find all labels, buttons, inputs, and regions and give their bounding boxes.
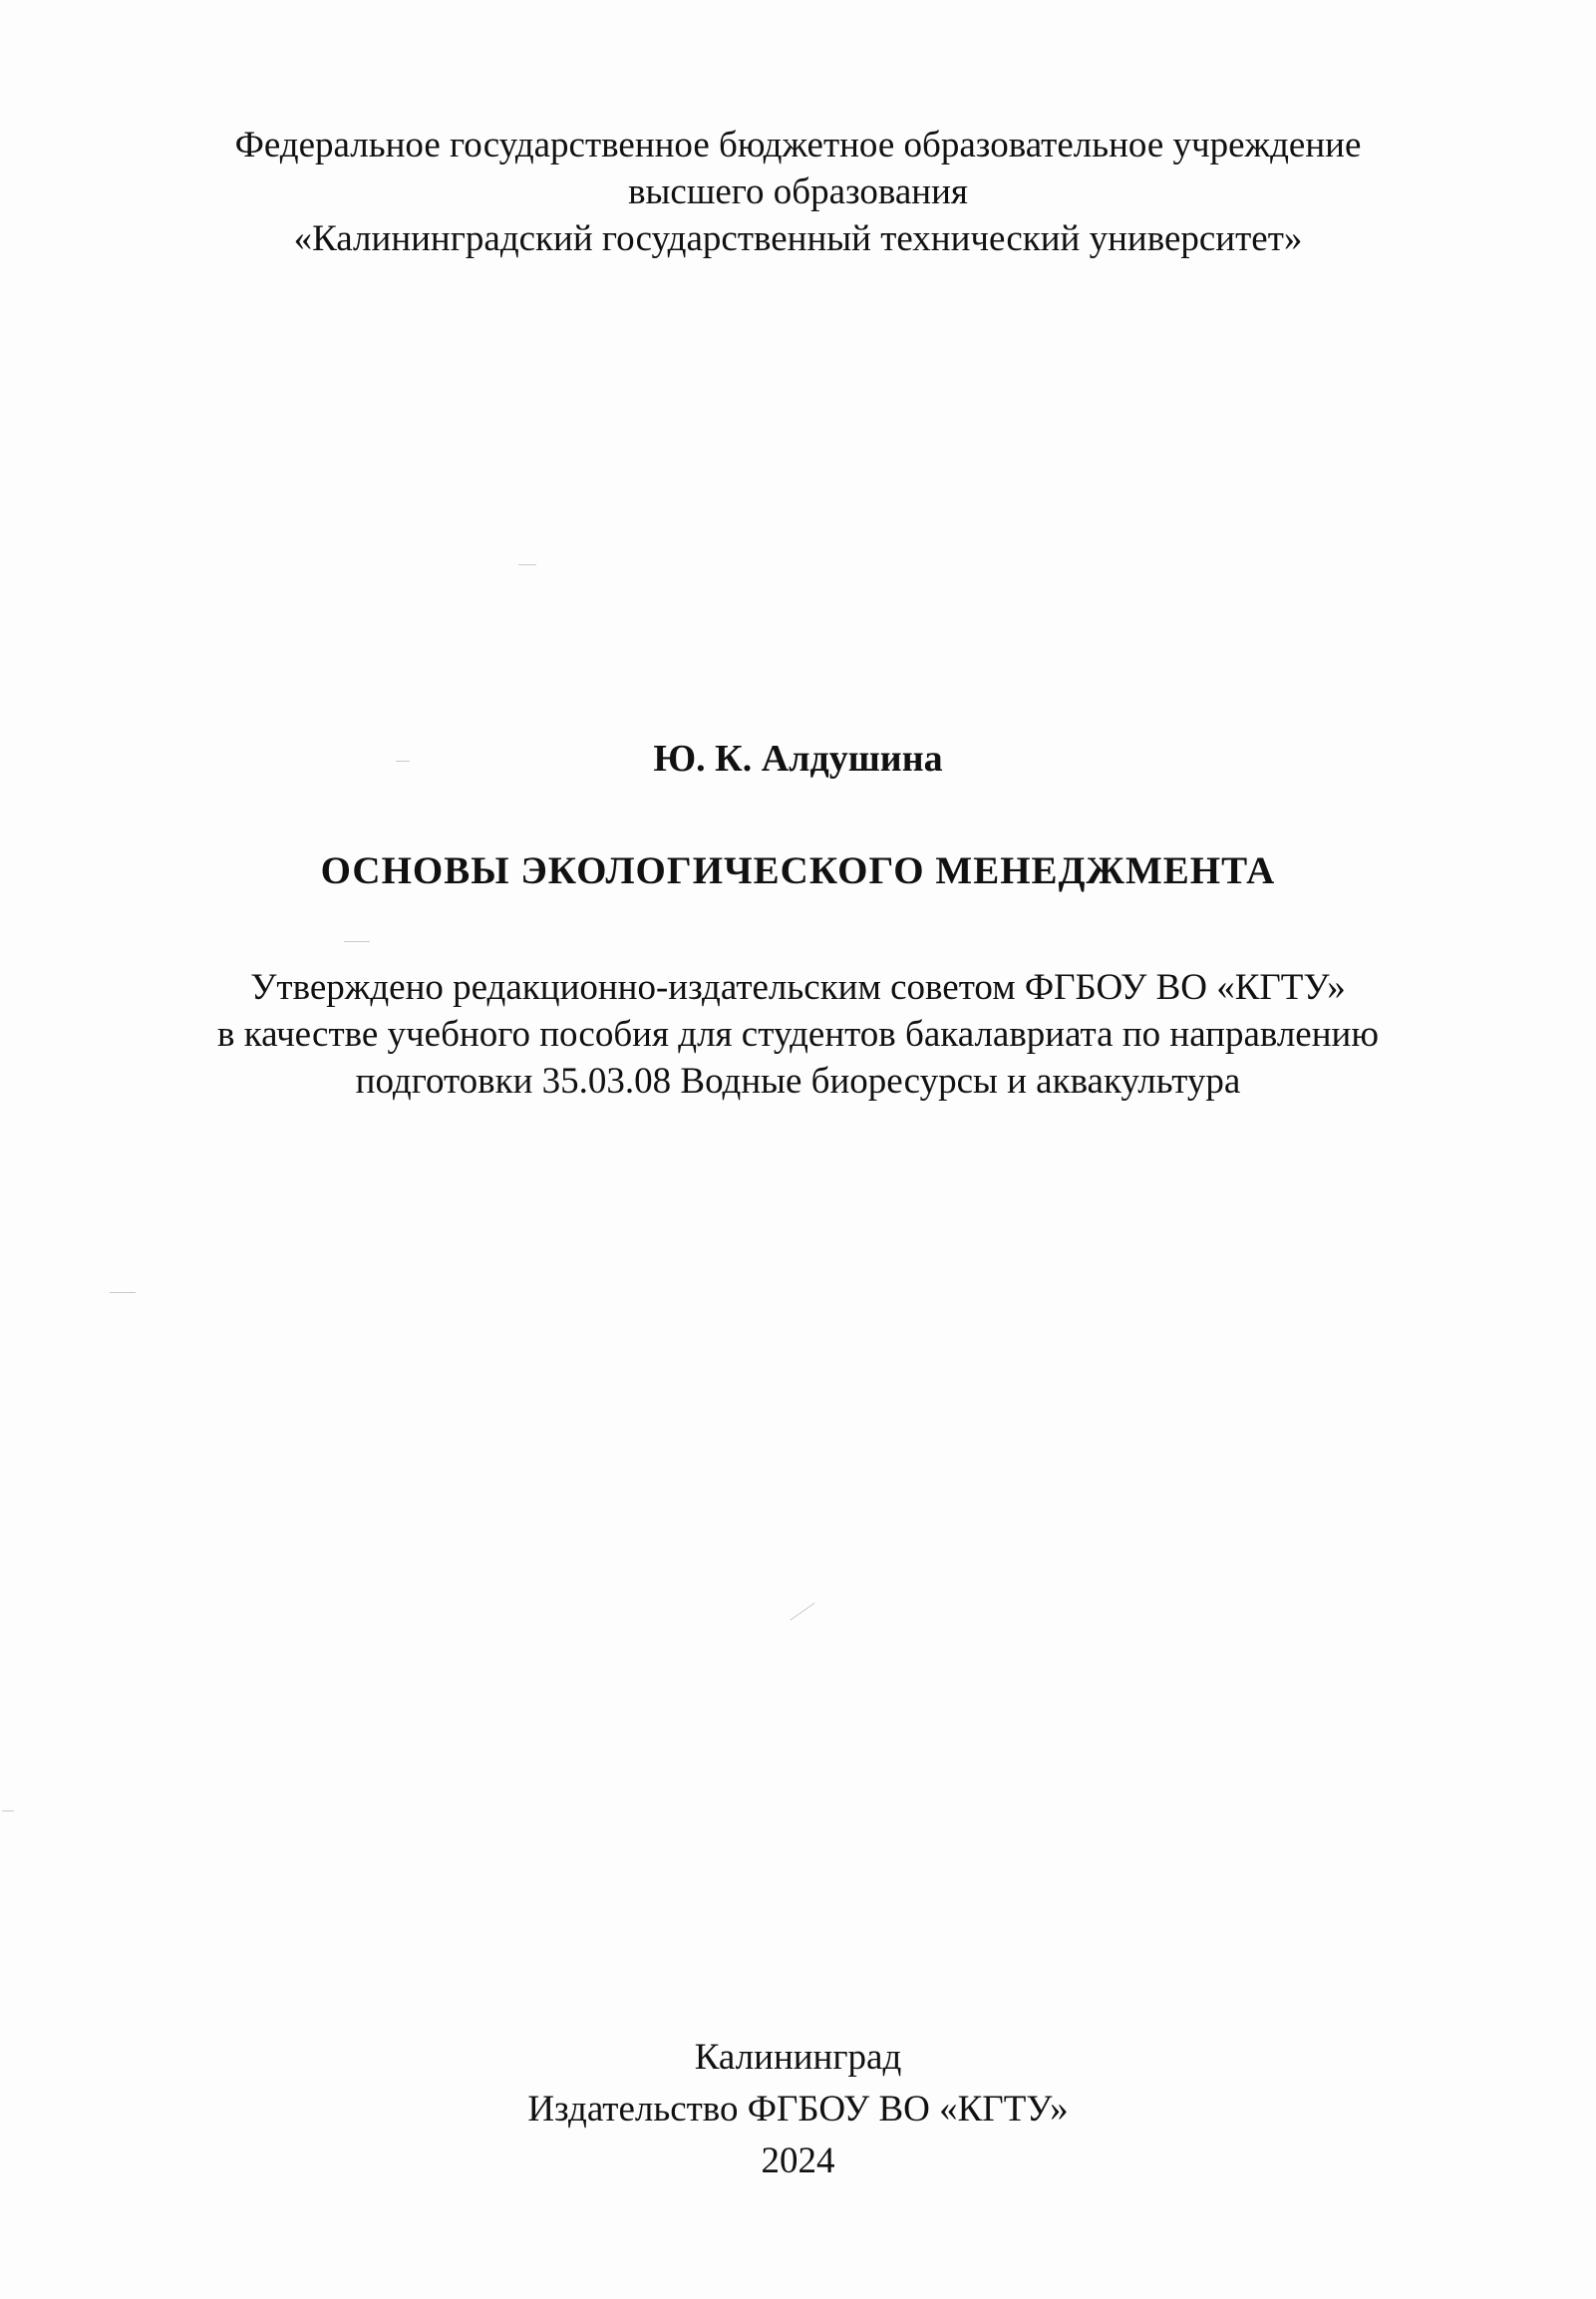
institution-line-1: Федеральное государственное бюджетное образовательное учреждение [234, 125, 1362, 165]
document-title: ОСНОВЫ ЭКОЛОГИЧЕСКОГО МЕНЕДЖМЕНТА [320, 849, 1276, 892]
institution-header [0, 122, 1596, 262]
scan-speck [344, 941, 370, 942]
approval-line-3: подготовки 35.03.08 Водные биоресурсы и аквакультура [355, 1061, 1241, 1102]
scan-speck [396, 761, 410, 762]
approval-line-1: Утверждено редакционно-издательским советом ФГБОУ ВО «КГТУ» [250, 967, 1346, 1008]
institution-line-2: высшего образования [628, 171, 968, 212]
scan-speck [518, 564, 536, 565]
scan-speck [2, 1810, 14, 1811]
author-name: Ю. К. Алдушина [653, 738, 943, 780]
institution-line-3: «Калининградский государственный технический университет» [293, 218, 1303, 259]
approval-line-2: в качестве учебного пособия для студентов бакалавриата по направлению [217, 1014, 1379, 1055]
scan-speck [110, 1292, 136, 1293]
approval-note [0, 964, 1596, 1105]
imprint-city: Калининград [694, 2037, 902, 2078]
scan-speck [790, 1602, 814, 1620]
imprint-publisher: Издательство ФГБОУ ВО «КГТУ» [527, 2089, 1069, 2130]
imprint-year: 2024 [761, 2140, 835, 2181]
imprint [0, 2032, 1596, 2187]
